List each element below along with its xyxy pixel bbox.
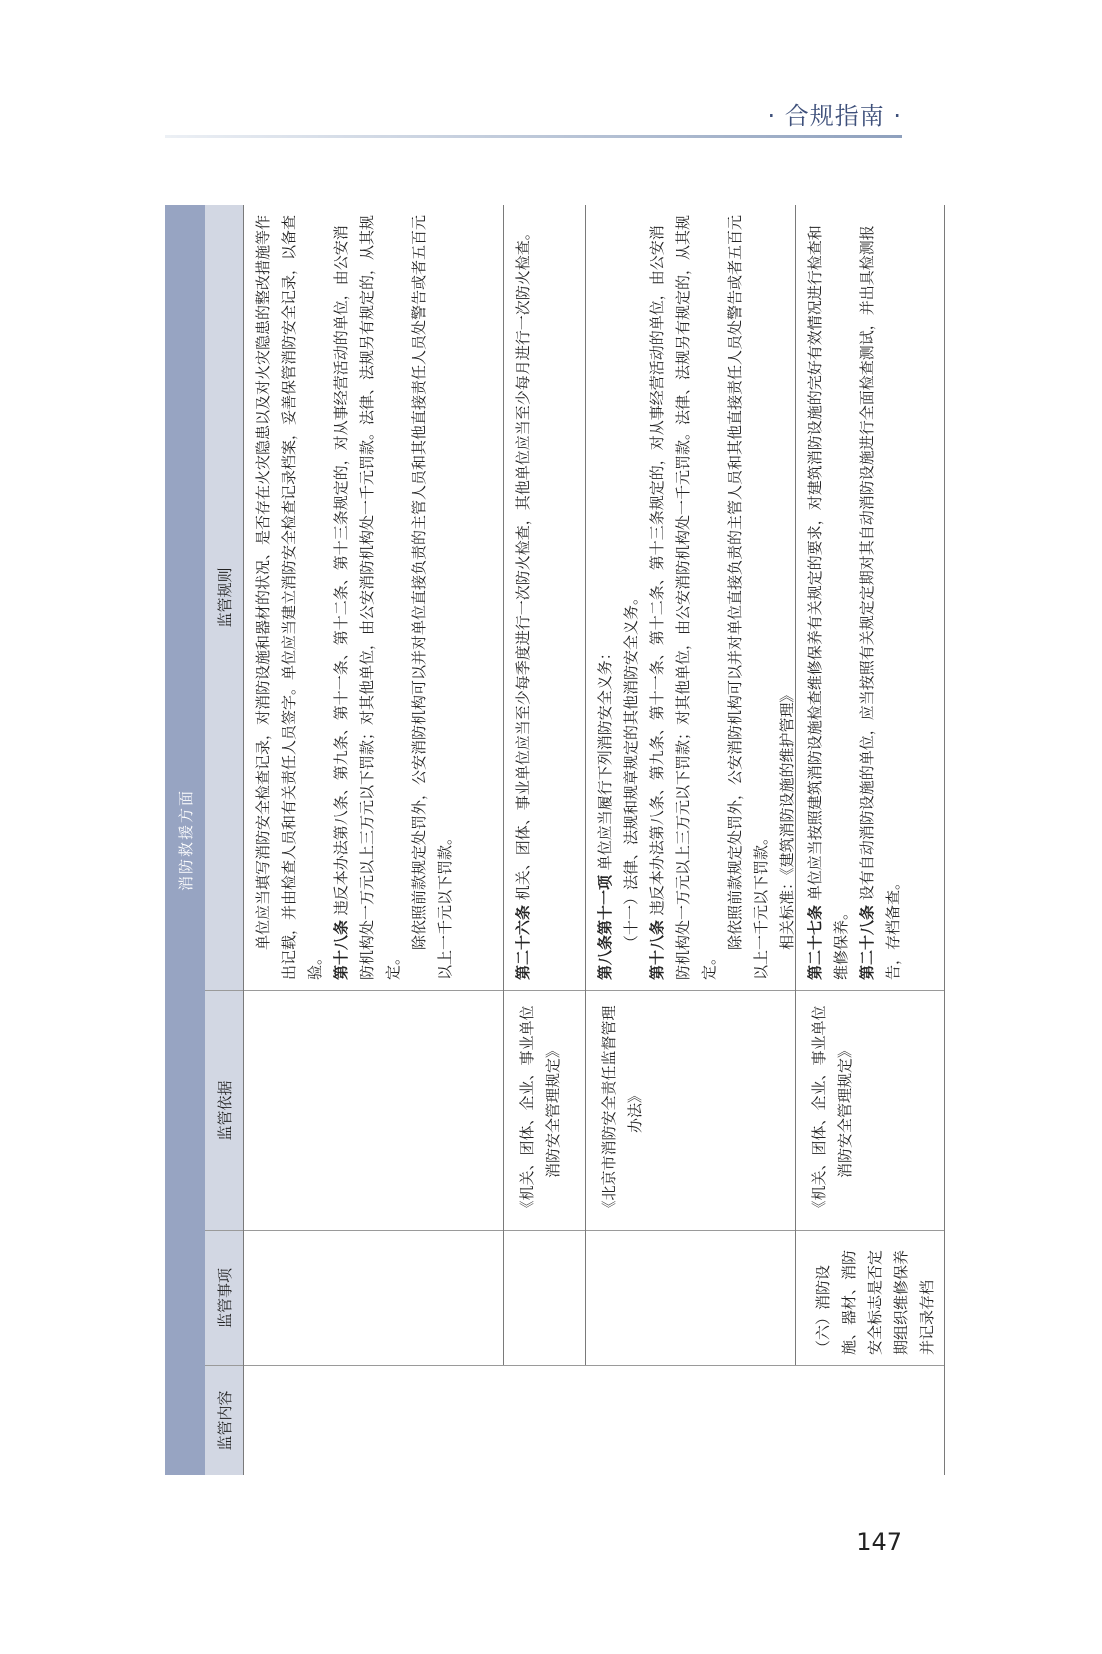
column-header-item: 监管事项 — [205, 1230, 243, 1365]
regulation-table — [165, 205, 945, 1475]
table-row — [504, 205, 586, 1365]
rule-paragraph — [250, 215, 328, 980]
header-title: · 合规指南 · — [767, 102, 902, 130]
rule-text: 单位应当按照建筑消防设施检查维修保养有关规定的要求，对建筑消防设施的完好有效情况进行检查和维修保养。 — [806, 225, 850, 980]
rule-text: 违反本办法第八条、第九条、第十一条、第十二条、第十三条规定的，对从事经营活动的单位，由公安消防机构处一万元以上三万元以下罚款；对其他单位，由公安消防机构处一千元罚款。法律、法规另有规定的，从其规定。 — [332, 214, 402, 980]
rules-cell — [244, 205, 503, 990]
page-number: 147 — [856, 1528, 902, 1556]
rule-paragraph — [618, 215, 644, 980]
basis-cell: 《北京市消防安全责任监督管理办法》 — [586, 990, 795, 1230]
table-row — [244, 205, 504, 1365]
rule-paragraph — [722, 215, 774, 980]
rule-text: 单位应当履行下列消防安全义务： — [596, 645, 614, 871]
rule-text: 单位应当填写消防安全检查记录，对消防设施和器材的状况、是否存在火灾隐患以及对火灾隐患的整改措施等作出记载，并由检查人员和有关责任人员签字。单位应当建立消防安全检查记录档案，妥善保管消防安全记录，以备查验。 — [254, 214, 324, 980]
rule-paragraph — [406, 215, 458, 980]
article-number: 第二十六条 — [514, 904, 532, 980]
table-rows — [244, 205, 944, 1365]
article-number: 第二十七条 — [806, 904, 824, 980]
rule-text: 机关、团体、事业单位应当至少每季度进行一次防火检查，其他单位应当至少每月进行一次防火检查。 — [514, 225, 532, 901]
table-row — [796, 205, 944, 1365]
item-cell — [244, 1230, 503, 1365]
section-title: 消防救援方面 — [165, 205, 205, 1475]
regulation-table-wrapper — [165, 205, 945, 1475]
rule-paragraph — [644, 215, 722, 980]
rule-text: 相关标准：《建筑消防设施的维护管理》 — [778, 687, 796, 950]
table-body — [244, 205, 945, 1475]
table-row — [586, 205, 796, 1365]
content-cell — [244, 1365, 944, 1475]
rule-text: 除依照前款规定处罚外，公安消防机构可以并对单位直接负责的主管人员和其他直接责任人员处警告或者五百元以上一千元以下罚款。 — [410, 214, 454, 980]
item-cell: （六）消防设施、器材、消防安全标志是否定期组织维修保养并记录存档 — [796, 1230, 944, 1365]
rule-paragraph — [802, 215, 854, 980]
rules-cell — [586, 205, 795, 990]
article-number: 第八条第十一项 — [596, 874, 614, 980]
basis-cell: 《机关、团体、企业、事业单位消防安全管理规定》 — [796, 990, 944, 1230]
rule-text: 除依照前款规定处罚外，公安消防机构可以并对单位直接负责的主管人员和其他直接责任人员处警告或者五百元以上一千元以下罚款。 — [726, 214, 770, 980]
rules-cell — [796, 205, 944, 990]
table-header-row — [205, 205, 244, 1475]
item-cell — [504, 1230, 585, 1365]
rule-text: 设有自动消防设施的单位，应当按照有关规定定期对其自动消防设施进行全面检查测试，并出具检测报告，存档备查。 — [858, 225, 902, 980]
basis-cell: 《机关、团体、企业、事业单位消防安全管理规定》 — [504, 990, 585, 1230]
article-number: 第十八条 — [332, 919, 350, 980]
column-header-basis: 监管依据 — [205, 990, 243, 1230]
rule-paragraph — [328, 215, 406, 980]
article-number: 第十八条 — [648, 919, 666, 980]
article-number: 第二十八条 — [858, 904, 876, 980]
rule-paragraph — [510, 215, 536, 980]
rule-paragraph — [592, 215, 618, 980]
basis-cell — [244, 990, 503, 1230]
rules-cell — [504, 205, 585, 990]
column-header-content: 监管内容 — [205, 1365, 243, 1475]
rule-paragraph — [854, 215, 906, 980]
column-header-rules: 监管规则 — [215, 567, 234, 628]
header-divider — [165, 135, 902, 138]
rule-text: 违反本办法第八条、第九条、第十一条、第十二条、第十三条规定的，对从事经营活动的单位，由公安消防机构处一万元以上三万元以下罚款；对其他单位，由公安消防机构处一千元罚款。法律、法规另有规定的，从其规定。 — [648, 214, 718, 980]
item-cell — [586, 1230, 795, 1365]
rule-text: （十一）法律、法规和规章规定的其他消防安全义务。 — [622, 589, 640, 950]
